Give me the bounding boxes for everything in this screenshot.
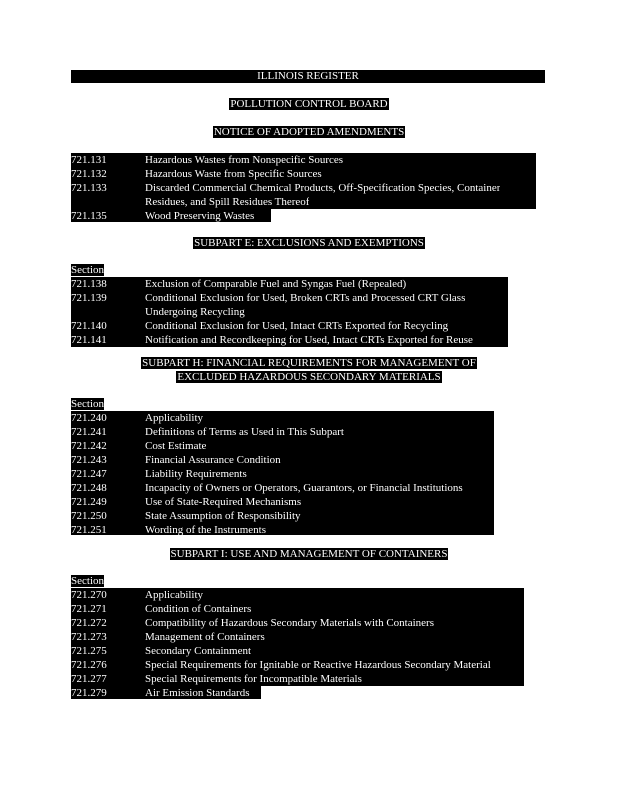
section-title: Special Requirements for Ignitable or Reactive Hazardous Secondary Material [145, 659, 491, 671]
section-title: Special Requirements for Incompatible Materials [145, 673, 362, 685]
section-number: 721.270 [71, 589, 107, 601]
section-title: Conditional Exclusion for Used, Intact CRTs Exported for Recycling [145, 320, 449, 332]
register-title: ILLINOIS REGISTER [257, 70, 359, 82]
section-title: Exclusion of Comparable Fuel and Syngas Fuel (Repealed) [145, 278, 407, 290]
section-title: Definitions of Terms as Used in This Subpart [145, 426, 344, 438]
section-number: 721.276 [71, 659, 107, 671]
section-title: Wood Preserving Wastes [145, 210, 255, 222]
subpart-i-list [71, 588, 524, 700]
table-row [71, 644, 524, 658]
section-number: 721.247 [71, 468, 107, 480]
notice-title: NOTICE OF ADOPTED AMENDMENTS [213, 126, 405, 138]
section-title: Hazardous Wastes from Nonspecific Sources [145, 154, 344, 166]
table-row [71, 467, 494, 481]
section-number: 721.140 [71, 320, 107, 332]
board-title: POLLUTION CONTROL BOARD [230, 98, 388, 110]
section-label: Section [71, 264, 104, 276]
table-row [71, 630, 524, 644]
section-number: 721.275 [71, 645, 107, 657]
board-line [0, 97, 618, 111]
section-number: 721.141 [71, 334, 107, 346]
section-title: Wording of the Instruments [145, 524, 267, 536]
table-row [71, 209, 536, 223]
table-row [71, 495, 494, 509]
table-row-continuation [71, 305, 508, 319]
section-number: 721.135 [71, 210, 107, 222]
table-row-continuation [71, 195, 536, 209]
section-number: 721.138 [71, 278, 107, 290]
subpart-e-heading: SUBPART E: EXCLUSIONS AND EXEMPTIONS [194, 237, 424, 249]
section-number: 721.249 [71, 496, 107, 508]
table-row [71, 277, 508, 291]
table-row [71, 658, 524, 672]
section-title: Discarded Commercial Chemical Products, Off-Specification Species, Container [145, 182, 501, 194]
header-rule [71, 82, 545, 83]
section-number: 721.250 [71, 510, 107, 522]
table-row [71, 153, 536, 167]
section-number: 721.241 [71, 426, 107, 438]
section-number: 721.248 [71, 482, 107, 494]
table-row [71, 291, 508, 305]
table-row [71, 616, 524, 630]
section-title: State Assumption of Responsibility [145, 510, 301, 522]
table-row [71, 167, 536, 181]
table-row [71, 686, 524, 700]
section-number: 721.272 [71, 617, 107, 629]
section-number: 721.277 [71, 673, 107, 685]
section-number: 721.242 [71, 440, 107, 452]
table-row [71, 181, 536, 195]
section-number: 721.132 [71, 168, 107, 180]
section-title: Notification and Recordkeeping for Used, Intact CRTs Exported for Reuse [145, 334, 473, 346]
table-row [71, 523, 494, 537]
subpart-h-heading-line2: EXCLUDED HAZARDOUS SECONDARY MATERIALS [177, 371, 441, 383]
table-row [71, 509, 494, 523]
subpart-i-heading: SUBPART I: USE AND MANAGEMENT OF CONTAINERS [170, 548, 448, 560]
section-label: Section [71, 575, 104, 587]
subpart-d-list [71, 153, 536, 223]
section-number: 721.243 [71, 454, 107, 466]
section-title-continued: Undergoing Recycling [145, 306, 245, 318]
section-title: Liability Requirements [145, 468, 247, 480]
table-row [71, 588, 524, 602]
section-title: Cost Estimate [145, 440, 207, 452]
section-number: 721.251 [71, 524, 107, 536]
section-title: Applicability [145, 412, 204, 424]
table-row [71, 672, 524, 686]
table-row [71, 425, 494, 439]
table-row [71, 453, 494, 467]
notice-line [0, 125, 618, 139]
section-number: 721.139 [71, 292, 107, 304]
table-row [71, 439, 494, 453]
register-header [71, 70, 545, 82]
section-title-continued: Residues, and Spill Residues Thereof [145, 196, 310, 208]
section-number: 721.271 [71, 603, 107, 615]
subpart-h-list [71, 411, 494, 537]
section-title: Use of State-Required Mechanisms [145, 496, 302, 508]
subpart-e-list [71, 277, 508, 347]
section-number: 721.133 [71, 182, 107, 194]
section-title: Conditional Exclusion for Used, Broken CRTs and Processed CRT Glass [145, 292, 466, 304]
section-title: Hazardous Waste from Specific Sources [145, 168, 322, 180]
section-title: Air Emission Standards [145, 687, 250, 699]
table-row [71, 602, 524, 616]
section-number: 721.273 [71, 631, 107, 643]
subpart-h-heading: SUBPART H: FINANCIAL REQUIREMENTS FOR MANAGEMENT OF [142, 357, 476, 369]
section-number: 721.131 [71, 154, 107, 166]
table-row [71, 411, 494, 425]
section-number: 721.240 [71, 412, 107, 424]
section-title: Condition of Containers [145, 603, 252, 615]
section-title: Compatibility of Hazardous Secondary Materials with Containers [145, 617, 434, 629]
section-title: Applicability [145, 589, 204, 601]
section-title: Management of Containers [145, 631, 265, 643]
section-number: 721.279 [71, 687, 107, 699]
table-row [71, 319, 508, 333]
table-row [71, 333, 508, 347]
section-title: Secondary Containment [145, 645, 252, 657]
section-title: Incapacity of Owners or Operators, Guarantors, or Financial Institutions [145, 482, 463, 494]
section-label: Section [71, 398, 104, 410]
table-row [71, 481, 494, 495]
section-title: Financial Assurance Condition [145, 454, 281, 466]
